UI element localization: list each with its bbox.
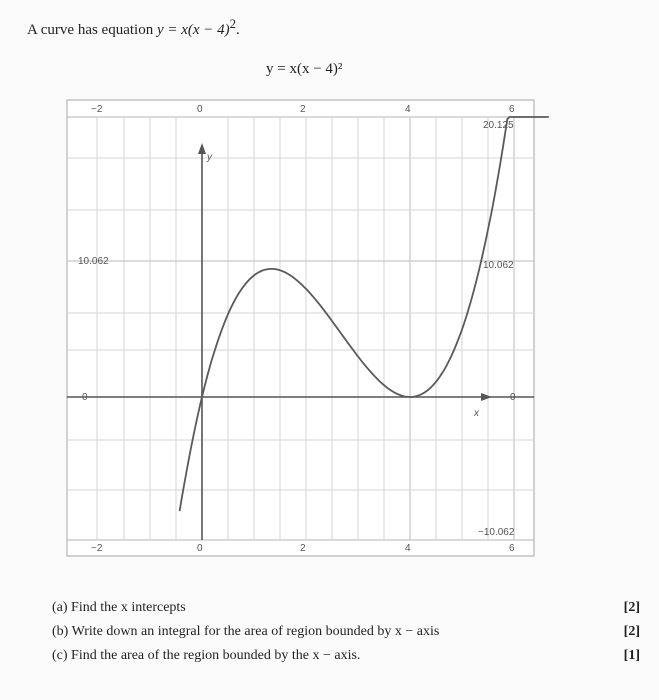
right-label-20125: 20.125 [483,120,514,131]
bottom-tick-label: 4 [405,543,411,554]
question-a [52,600,652,616]
plot-title: y = x(x − 4)² [266,61,343,77]
question-marks: [2] [623,600,640,615]
left-label-0: 0 [82,392,88,403]
question-marks: [1] [623,648,640,663]
right-label-10062: 10.062 [483,260,514,271]
question-label: (b) [52,624,69,639]
left-label-10062: 10.062 [78,256,109,267]
question-c [52,648,652,664]
question-text: Find the x intercepts [71,600,186,615]
intro-exponent: 2 [229,17,236,31]
top-tick-label: −2 [91,104,103,115]
question-b [52,624,652,640]
right-label-0: 0 [510,392,516,403]
top-tick-label: 0 [197,104,203,115]
bottom-tick-label: −2 [91,543,103,554]
x-axis-symbol: x [474,408,479,419]
intro-equation: y = x(x − 4) [156,22,230,38]
top-tick-label: 2 [300,104,306,115]
bottom-tick-label: 2 [300,543,306,554]
right-label-neg10062: −10.062 [478,527,515,538]
top-tick-label: 4 [405,104,411,115]
intro-suffix: . [235,22,240,38]
bottom-tick-label: 6 [509,543,515,554]
question-text: Find the area of the region bounded by the x − axis. [71,648,361,663]
bottom-tick-label: 0 [197,543,203,554]
top-tick-label: 6 [509,104,515,115]
question-text: Write down an integral for the area of region bounded by x − axis [71,624,440,639]
question-label: (a) [52,600,68,615]
y-axis-symbol: y [207,152,212,163]
question-label: (c) [52,648,68,663]
plot-frame [67,100,534,556]
question-marks: [2] [623,624,640,639]
intro-prefix: A curve has equation [27,22,157,38]
